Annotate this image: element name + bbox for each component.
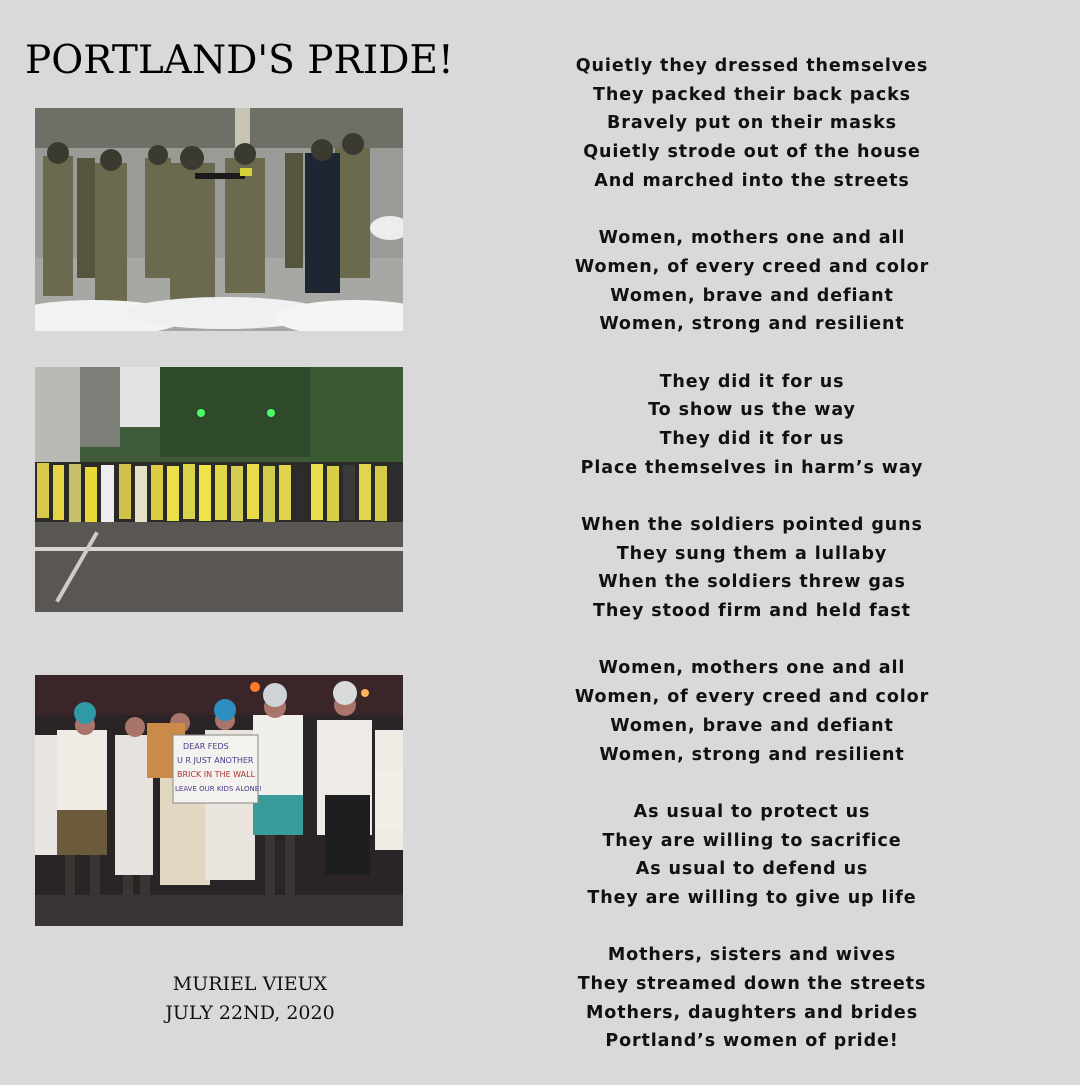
poem-line: Women, brave and defiant — [610, 715, 894, 736]
poem-line: They did it for us — [659, 371, 845, 392]
poem-line: Place themselves in harm’s way — [580, 457, 924, 478]
poem-line: They packed their back packs — [593, 84, 911, 105]
poem-stanza — [540, 798, 964, 913]
moms-holding-signs-photo — [35, 675, 403, 926]
poem-line: Women, mothers one and all — [598, 658, 906, 679]
page-title: PORTLAND'S PRIDE! — [25, 38, 454, 83]
poem-line: Women, of every creed and color — [574, 687, 930, 708]
poem-stanza — [540, 224, 964, 339]
sign-line-1: DEAR FEDS — [183, 742, 229, 751]
poem-line: They did it for us — [659, 428, 845, 449]
poem-line: As usual to protect us — [633, 801, 871, 822]
wall-of-moms-street-photo — [35, 367, 403, 612]
federal-agents-tear-gas-photo — [35, 108, 403, 331]
poem-line: Bravely put on their masks — [607, 113, 897, 134]
poem-line: Women, strong and resilient — [599, 744, 905, 765]
poem-line: Mothers, sisters and wives — [607, 945, 897, 966]
poem-line: Quietly they dressed themselves — [575, 56, 929, 76]
poem-line: Women, brave and defiant — [610, 285, 894, 306]
poem-line: Mothers, daughters and brides — [585, 1002, 919, 1023]
author-name: MURIEL VIEUX — [172, 973, 328, 995]
poem-stanza — [540, 654, 964, 769]
sign-line-2: U R JUST ANOTHER — [177, 756, 254, 765]
poem-line: Women, mothers one and all — [598, 228, 906, 249]
poem-line: Women, of every creed and color — [574, 256, 930, 277]
sign-line-3: BRICK IN THE WALL — [177, 770, 256, 779]
poem-line: To show us the way — [648, 400, 856, 421]
poem-stanza — [540, 52, 964, 195]
poem-line: Women, strong and resilient — [599, 314, 905, 335]
poem-line: Quietly strode out of the house — [583, 142, 921, 163]
poem-stanza — [540, 368, 964, 483]
poem-line: They sung them a lullaby — [616, 543, 888, 564]
poem-line: As usual to defend us — [635, 859, 869, 880]
author-credit — [130, 970, 370, 1028]
author-date: JULY 22ND, 2020 — [165, 1002, 335, 1024]
poem-line: They streamed down the streets — [577, 974, 927, 994]
poem-stanza — [540, 941, 964, 1056]
poem-line: When the soldiers threw gas — [598, 572, 906, 593]
poem-line: Portland’s women of pride! — [605, 1031, 899, 1052]
poem-stanza — [540, 511, 964, 626]
poem-line: And marched into the streets — [594, 170, 910, 191]
poem-line: When the soldiers pointed guns — [581, 515, 923, 535]
sign-line-4: LEAVE OUR KIDS ALONE! — [175, 785, 262, 793]
poem-line: They are willing to sacrifice — [602, 830, 902, 851]
poem-line: They are willing to give up life — [587, 887, 917, 908]
poem-line: They stood firm and held fast — [593, 601, 911, 622]
poem — [540, 52, 964, 1085]
